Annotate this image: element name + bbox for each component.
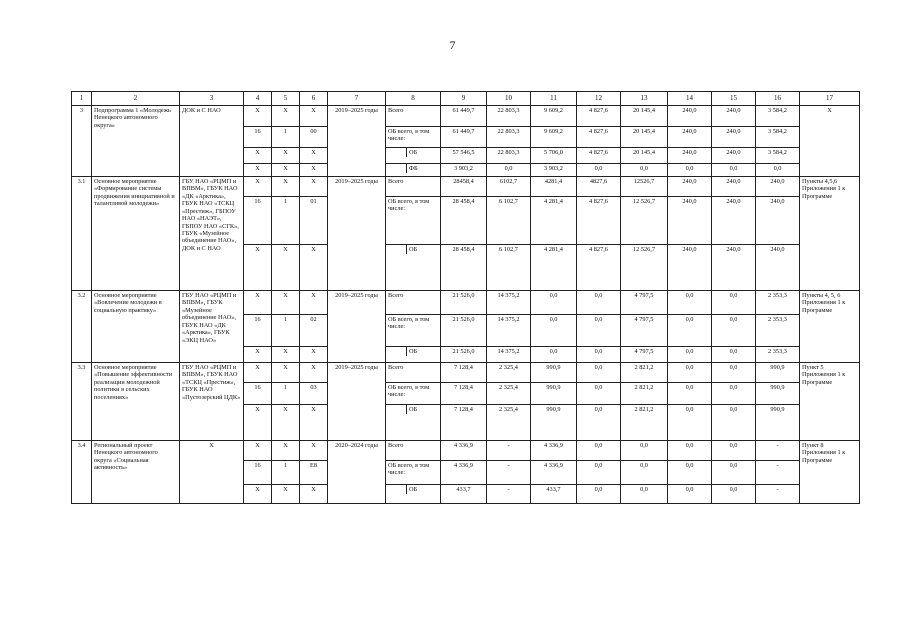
source-blank	[386, 405, 407, 414]
value-cell: 0,0	[712, 405, 756, 441]
code-cell-5: Х	[272, 245, 300, 291]
value-cell: 21 526,0	[441, 347, 487, 363]
source-cell: Всего	[386, 106, 441, 127]
section-note: Х	[800, 106, 860, 177]
value-cell: 2 821,2	[621, 405, 668, 441]
header-cell: 5	[272, 92, 300, 106]
value-cell: 0,0	[668, 485, 712, 504]
value-cell: 0,0	[712, 383, 756, 405]
value-cell: 22 803,3	[487, 148, 531, 164]
value-cell: 240,0	[668, 177, 712, 197]
value-cell: 2 325,4	[487, 405, 531, 441]
source-blank	[386, 164, 407, 173]
value-cell: 0,0	[712, 164, 756, 177]
header-cell: 1	[72, 92, 92, 106]
value-cell: 0,0	[621, 485, 668, 504]
value-cell: 4 827,6	[577, 106, 621, 127]
code-cell-5: 1	[272, 127, 300, 148]
section-code: 3	[72, 106, 92, 177]
value-cell: 240,0	[668, 148, 712, 164]
source-sub-label: ФБ	[409, 165, 418, 172]
value-cell: 0,0	[531, 347, 577, 363]
value-cell: 2 353,3	[756, 347, 800, 363]
value-cell: 0,0	[668, 461, 712, 485]
value-cell: 240,0	[712, 245, 756, 291]
table-row	[72, 177, 860, 197]
code-cell-4: Х	[244, 347, 272, 363]
value-cell: 2 821,2	[621, 383, 668, 405]
value-cell: 7 128,4	[441, 363, 487, 383]
code-cell-6: Е8	[300, 461, 328, 485]
code-cell-4: 16	[244, 383, 272, 405]
source-cell: ОБ всего, в том числе:	[386, 461, 441, 485]
value-cell: 0,0	[577, 441, 621, 461]
value-cell: 28 458,4	[441, 245, 487, 291]
code-cell-5: Х	[272, 177, 300, 197]
code-cell-4: 16	[244, 315, 272, 347]
code-cell-5: Х	[272, 485, 300, 504]
value-cell: 3 584,2	[756, 106, 800, 127]
source-cell	[386, 245, 441, 291]
value-cell: 0,0	[621, 164, 668, 177]
header-cell: 8	[386, 92, 441, 106]
value-cell: 28458,4	[441, 177, 487, 197]
value-cell: 0,0	[668, 441, 712, 461]
source-cell: Всего	[386, 363, 441, 383]
header-cell: 11	[531, 92, 577, 106]
value-cell: 0,0	[668, 164, 712, 177]
code-cell-5: Х	[272, 405, 300, 441]
header-cell: 9	[441, 92, 487, 106]
value-cell: 0,0	[668, 405, 712, 441]
value-cell: 4 336,9	[441, 461, 487, 485]
value-cell: 0,0	[668, 315, 712, 347]
code-cell-5: Х	[272, 347, 300, 363]
value-cell: 14 375,2	[487, 347, 531, 363]
value-cell: 990,9	[756, 383, 800, 405]
header-cell: 12	[577, 92, 621, 106]
section-period: 2020–2024 годы	[328, 441, 386, 504]
section-executor: ГБУ НАО «РЦМП и ВПВМ», ГБУК «Музейное объединение НАО», ГБУК НАО «ДК «Арктика», ГБУК «ЭКЦ НАО»	[180, 291, 244, 363]
value-cell: 4 797,5	[621, 347, 668, 363]
header-cell: 14	[668, 92, 712, 106]
value-cell: 990,9	[531, 383, 577, 405]
value-cell: 0,0	[531, 315, 577, 347]
code-cell-6: Х	[300, 245, 328, 291]
value-cell: 0,0	[712, 363, 756, 383]
value-cell: 240,0	[712, 127, 756, 148]
value-cell: 5 706,0	[531, 148, 577, 164]
source-cell: ОБ всего, в том числе:	[386, 383, 441, 405]
value-cell: 240,0	[712, 177, 756, 197]
table-row	[72, 291, 860, 315]
code-cell-6: Х	[300, 291, 328, 315]
code-cell-5: 1	[272, 383, 300, 405]
code-cell-4: Х	[244, 363, 272, 383]
value-cell: 240,0	[712, 148, 756, 164]
section-executor: ГБУ НАО «РЦМП и ВПВМ», ГБУК НАО «ТСКЦ «Престиж», ГБУК НАО «Пустозерский ЦДК»	[180, 363, 244, 441]
header-cell: 16	[756, 92, 800, 106]
header-cell: 4	[244, 92, 272, 106]
value-cell: 4 797,5	[621, 291, 668, 315]
value-cell: -	[756, 461, 800, 485]
header-cell: 17	[800, 92, 860, 106]
source-cell	[386, 485, 441, 504]
value-cell: 61 449,7	[441, 127, 487, 148]
value-cell: 0,0	[577, 485, 621, 504]
code-cell-6: Х	[300, 347, 328, 363]
page-number: 7	[449, 38, 456, 52]
value-cell: 4 827,6	[577, 197, 621, 245]
value-cell: -	[487, 485, 531, 504]
table-row	[72, 106, 860, 127]
section-code: 3.4	[72, 441, 92, 504]
section-code: 3.1	[72, 177, 92, 291]
value-cell: 240,0	[712, 106, 756, 127]
code-cell-6: Х	[300, 164, 328, 177]
table-row	[72, 363, 860, 383]
value-cell: 6102,7	[487, 177, 531, 197]
value-cell: 0,0	[577, 315, 621, 347]
value-cell: 9 609,2	[531, 106, 577, 127]
code-cell-6: Х	[300, 106, 328, 127]
source-cell	[386, 164, 441, 177]
source-cell	[386, 347, 441, 363]
value-cell: -	[756, 485, 800, 504]
value-cell: -	[487, 441, 531, 461]
source-cell: Всего	[386, 291, 441, 315]
section-note: Пункты 4, 5, 6 Приложения 1 к Программе	[800, 291, 860, 363]
value-cell: 0,0	[712, 347, 756, 363]
value-cell: 4 336,9	[531, 461, 577, 485]
value-cell: 4 827,6	[577, 148, 621, 164]
source-blank	[386, 148, 407, 157]
section-code: 3.2	[72, 291, 92, 363]
code-cell-5: Х	[272, 441, 300, 461]
value-cell: 4 281,4	[531, 245, 577, 291]
value-cell: 3 584,2	[756, 127, 800, 148]
value-cell: 2 353,3	[756, 315, 800, 347]
code-cell-5: 1	[272, 461, 300, 485]
section-name: Основное мероприятие «Вовлечение молодежи в социальную практику»	[92, 291, 180, 363]
value-cell: 12526,7	[621, 177, 668, 197]
source-cell: Всего	[386, 177, 441, 197]
value-cell: 0,0	[577, 347, 621, 363]
code-cell-5: Х	[272, 106, 300, 127]
code-cell-4: Х	[244, 245, 272, 291]
value-cell: 240,0	[712, 197, 756, 245]
value-cell: 2 325,4	[487, 363, 531, 383]
code-cell-5: 1	[272, 197, 300, 245]
value-cell: 2 325,4	[487, 383, 531, 405]
section-name: Подпрограмма 1 «Молодежь Ненецкого автономного округа»	[92, 106, 180, 177]
code-cell-5: Х	[272, 148, 300, 164]
value-cell: 433,7	[441, 485, 487, 504]
code-cell-4: 16	[244, 197, 272, 245]
source-cell: ОБ всего, в том числе:	[386, 197, 441, 245]
value-cell: 0,0	[531, 291, 577, 315]
code-cell-6: Х	[300, 441, 328, 461]
code-cell-5: Х	[272, 164, 300, 177]
value-cell: 0,0	[712, 315, 756, 347]
section-period: 2019–2025 годы	[328, 177, 386, 291]
value-cell: 990,9	[531, 405, 577, 441]
source-cell: ОБ всего, в том числе:	[386, 315, 441, 347]
code-cell-4: Х	[244, 441, 272, 461]
value-cell: 0,0	[712, 485, 756, 504]
code-cell-6: Х	[300, 405, 328, 441]
value-cell: 7 128,4	[441, 405, 487, 441]
section-executor: ДОК и С НАО	[180, 106, 244, 177]
budget-table	[71, 91, 860, 504]
section-period: 2019–2025 годы	[328, 291, 386, 363]
code-cell-4: Х	[244, 291, 272, 315]
code-cell-4: 16	[244, 127, 272, 148]
value-cell: 28 458,4	[441, 197, 487, 245]
section-period: 2019–2025 годы	[328, 363, 386, 441]
value-cell: 0,0	[577, 291, 621, 315]
value-cell: 0,0	[712, 441, 756, 461]
section-executor: Х	[180, 441, 244, 504]
value-cell: 2 353,3	[756, 291, 800, 315]
value-cell: 240,0	[756, 245, 800, 291]
value-cell: -	[756, 441, 800, 461]
value-cell: 433,7	[531, 485, 577, 504]
code-cell-4: Х	[244, 177, 272, 197]
header-cell: 2	[92, 92, 180, 106]
source-cell: ОБ всего, в том числе:	[386, 127, 441, 148]
value-cell: 4 336,9	[531, 441, 577, 461]
source-sub-label: ОБ	[409, 246, 418, 253]
value-cell: 240,0	[756, 177, 800, 197]
value-cell: 4 336,9	[441, 441, 487, 461]
code-cell-6: Х	[300, 485, 328, 504]
code-cell-4: Х	[244, 148, 272, 164]
code-cell-4: Х	[244, 106, 272, 127]
value-cell: 990,9	[531, 363, 577, 383]
section-note: Пункты 4,5,6 Приложения 1 к Программе	[800, 177, 860, 291]
value-cell: 3 903,2	[441, 164, 487, 177]
value-cell: 240,0	[668, 197, 712, 245]
value-cell: 0,0	[577, 383, 621, 405]
value-cell: 4 827,6	[577, 245, 621, 291]
value-cell: 0,0	[668, 347, 712, 363]
value-cell: 61 449,7	[441, 106, 487, 127]
value-cell: 20 145,4	[621, 106, 668, 127]
code-cell-6: 03	[300, 383, 328, 405]
value-cell: 0,0	[668, 383, 712, 405]
code-cell-4: Х	[244, 164, 272, 177]
section-name: Региональный проект Ненецкого автономного округа «Социальная активность»	[92, 441, 180, 504]
header-cell: 7	[328, 92, 386, 106]
code-cell-5: Х	[272, 291, 300, 315]
code-cell-5: Х	[272, 363, 300, 383]
value-cell: 0,0	[577, 363, 621, 383]
value-cell: 0,0	[712, 461, 756, 485]
source-sub-label: ОБ	[409, 348, 418, 355]
header-row	[72, 92, 860, 106]
value-cell: 4 827,6	[577, 127, 621, 148]
code-cell-4: Х	[244, 485, 272, 504]
source-sub-label: ОБ	[409, 406, 418, 413]
header-cell: 6	[300, 92, 328, 106]
value-cell: -	[487, 461, 531, 485]
code-cell-4: 16	[244, 461, 272, 485]
section-note: Пункт 8 Приложения 1 к Программе	[800, 441, 860, 504]
source-sub-label: ОБ	[409, 486, 418, 493]
section-period: 2019–2025 годы	[328, 106, 386, 177]
value-cell: 240,0	[668, 245, 712, 291]
source-blank	[386, 245, 407, 254]
value-cell: 20 145,4	[621, 127, 668, 148]
value-cell: 21 526,0	[441, 315, 487, 347]
header-cell: 3	[180, 92, 244, 106]
source-cell	[386, 405, 441, 441]
code-cell-4: Х	[244, 405, 272, 441]
value-cell: 6 102,7	[487, 245, 531, 291]
code-cell-6: Х	[300, 177, 328, 197]
code-cell-6: 00	[300, 127, 328, 148]
value-cell: 12 526,7	[621, 245, 668, 291]
value-cell: 57 546,5	[441, 148, 487, 164]
value-cell: 9 609,2	[531, 127, 577, 148]
section-name: Основное мероприятие «Повышение эффективности реализации молодежной политики в сельских поселениях»	[92, 363, 180, 441]
value-cell: 20 145,4	[621, 148, 668, 164]
section-note: Пункт 5 Приложения 1 к Программе	[800, 363, 860, 441]
value-cell: 0,0	[756, 164, 800, 177]
value-cell: 0,0	[577, 461, 621, 485]
value-cell: 0,0	[668, 363, 712, 383]
value-cell: 22 803,3	[487, 106, 531, 127]
value-cell: 4281,4	[531, 177, 577, 197]
header-cell: 15	[712, 92, 756, 106]
value-cell: 0,0	[712, 291, 756, 315]
value-cell: 7 128,4	[441, 383, 487, 405]
value-cell: 3 584,2	[756, 148, 800, 164]
value-cell: 240,0	[668, 106, 712, 127]
value-cell: 240,0	[668, 127, 712, 148]
code-cell-5: 1	[272, 315, 300, 347]
code-cell-6: Х	[300, 148, 328, 164]
value-cell: 14 375,2	[487, 291, 531, 315]
value-cell: 0,0	[621, 441, 668, 461]
value-cell: 21 526,0	[441, 291, 487, 315]
section-executor: ГБУ НАО «РЦМП и ВПВМ», ГБУК НАО «ДК «Арктика», ГБУК НАО «ТСКЦ «Престиж», ГБПОУ НАО «НАЭТ», ГБПОУ НАО «СГК», ГБУК «Музейное объединение НАО», ДОК и С НАО	[180, 177, 244, 291]
code-cell-6: 02	[300, 315, 328, 347]
value-cell: 0,0	[487, 164, 531, 177]
value-cell: 2 821,2	[621, 363, 668, 383]
source-sub-label: ОБ	[409, 149, 418, 156]
code-cell-6: Х	[300, 363, 328, 383]
value-cell: 0,0	[668, 291, 712, 315]
value-cell: 990,9	[756, 405, 800, 441]
source-cell: Всего	[386, 441, 441, 461]
section-code: 3.3	[72, 363, 92, 441]
value-cell: 990,9	[756, 363, 800, 383]
value-cell: 6 102,7	[487, 197, 531, 245]
value-cell: 3 903,2	[531, 164, 577, 177]
table-row	[72, 441, 860, 461]
value-cell: 0,0	[577, 164, 621, 177]
value-cell: 0,0	[621, 461, 668, 485]
source-cell	[386, 148, 441, 164]
value-cell: 12 526,7	[621, 197, 668, 245]
value-cell: 240,0	[756, 197, 800, 245]
source-blank	[386, 485, 407, 494]
value-cell: 4 281,4	[531, 197, 577, 245]
value-cell: 22 803,3	[487, 127, 531, 148]
code-cell-6: 01	[300, 197, 328, 245]
header-cell: 13	[621, 92, 668, 106]
value-cell: 4827,6	[577, 177, 621, 197]
header-cell: 10	[487, 92, 531, 106]
value-cell: 0,0	[577, 405, 621, 441]
section-name: Основное мероприятие «Формирование системы продвижения инициативной и талантливой молодежи»	[92, 177, 180, 291]
source-blank	[386, 347, 407, 356]
value-cell: 4 797,5	[621, 315, 668, 347]
value-cell: 14 375,2	[487, 315, 531, 347]
